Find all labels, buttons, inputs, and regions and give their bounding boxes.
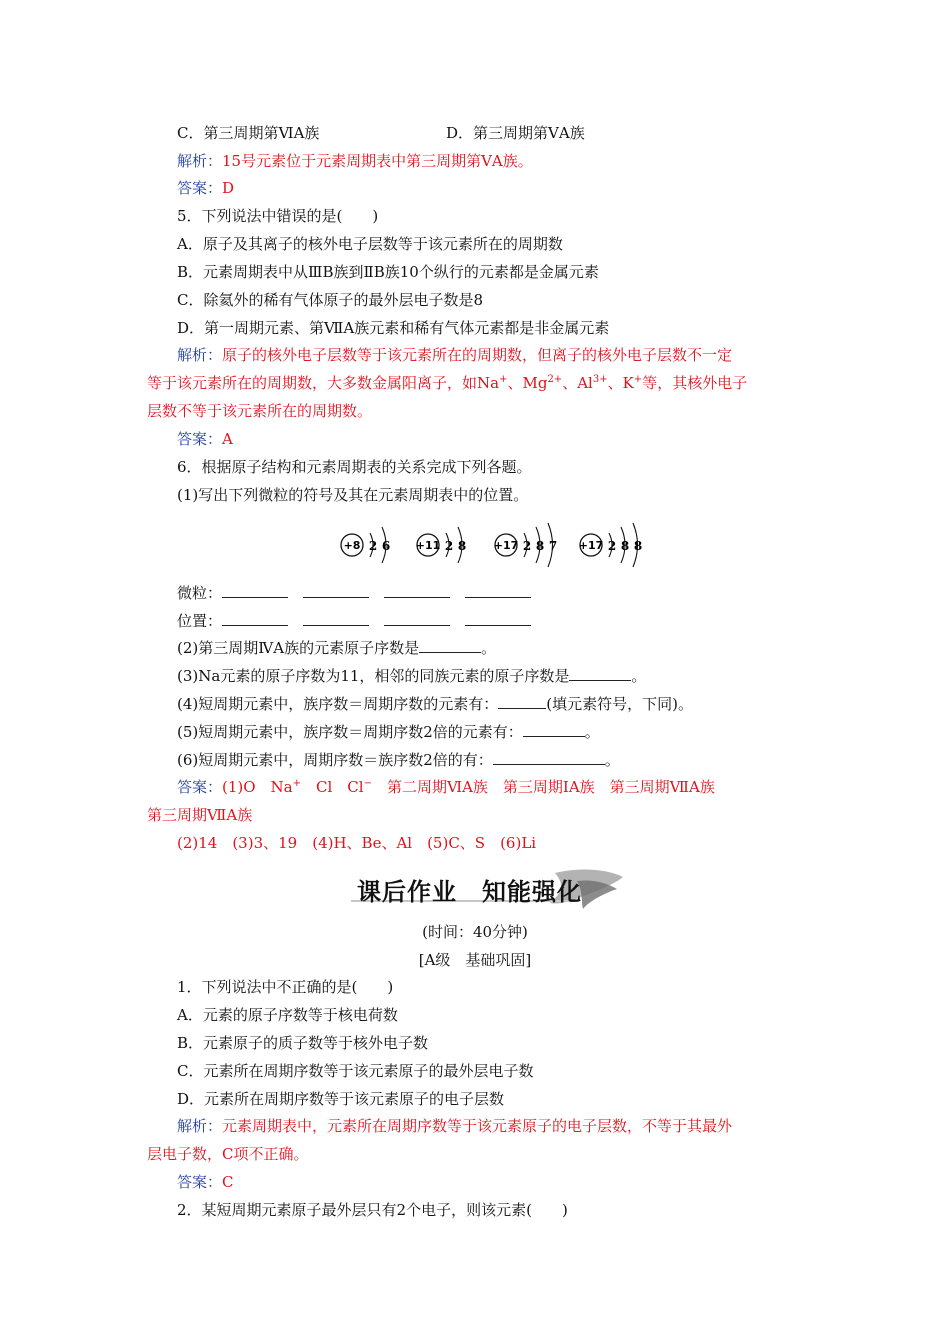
q4-option-c: C．第三周期第ⅥA族 xyxy=(177,124,320,142)
nucleus-label: +17 xyxy=(578,539,604,552)
analysis-text: 元素周期表中，元素所在周期序数等于该元素原子的电子层数，不等于其最外 xyxy=(222,1117,733,1135)
shell-electrons: 8 xyxy=(457,539,467,553)
homework-level: [A级 基础巩固] xyxy=(418,951,532,969)
particle-label: 微粒： xyxy=(177,584,223,602)
homework-banner xyxy=(345,863,630,913)
answer-blank[interactable] xyxy=(493,750,605,765)
hq1-analysis-line-1 xyxy=(177,1116,732,1136)
q6-sub3 xyxy=(177,666,646,686)
banner-title: 课后作业 知能强化 xyxy=(357,878,582,906)
charge-sup: + xyxy=(633,374,643,385)
analysis-text: 等，其核外电子 xyxy=(642,374,748,392)
hq1-analysis-line-2: 层电子数，C项不正确。 xyxy=(147,1145,309,1163)
shell-electrons: 2 xyxy=(444,539,454,553)
nucleus-label: +8 xyxy=(343,539,361,552)
charge-sup: 2+ xyxy=(547,374,563,385)
hq1-option-b: B．元素原子的质子数等于核外电子数 xyxy=(177,1034,429,1052)
hq1-option-d: D．元素所在周期序数等于该元素原子的电子层数 xyxy=(177,1090,505,1108)
atom-diagram-1 xyxy=(341,527,390,563)
answer-text: Cl Cl xyxy=(301,778,364,796)
answer-blank[interactable] xyxy=(384,611,450,626)
homework-time: (时间：40分钟) xyxy=(422,923,528,941)
q4-answer xyxy=(177,178,234,198)
q5-stem: 5．下列说法中错误的是( ) xyxy=(177,207,379,225)
q6-sub6 xyxy=(177,750,620,770)
answer-blank[interactable] xyxy=(303,583,369,598)
shell-electrons: 6 xyxy=(381,539,391,553)
question-text: (2)第三周期ⅣA族的元素原子序数是 xyxy=(177,639,420,657)
charge-sup: − xyxy=(363,778,372,789)
q4-analysis xyxy=(177,151,533,171)
answer-text: (1)O Na xyxy=(222,778,293,796)
question-text: 。 xyxy=(481,639,497,657)
analysis-text: 、K xyxy=(607,374,634,392)
answer-blank[interactable] xyxy=(222,583,288,598)
shell-electrons: 7 xyxy=(548,539,558,553)
q6-sub1: (1)写出下列微粒的符号及其在元素周期表中的位置。 xyxy=(177,486,529,504)
hq1-option-a: A．元素的原子序数等于核电荷数 xyxy=(177,1006,398,1024)
hq1-answer xyxy=(177,1172,234,1192)
q6-answer-line-3: (2)14 (3)3、19 (4)H、Be、Al (5)C、S (6)Li xyxy=(177,834,537,852)
position-label: 位置： xyxy=(177,612,223,630)
q6-position-row xyxy=(177,611,531,631)
q5-option-d: D．第一周期元素、第ⅦA族元素和稀有气体元素都是非金属元素 xyxy=(177,319,610,337)
question-text: (5)短周期元素中，族序数＝周期序数2倍的元素有： xyxy=(177,723,523,741)
answer-blank[interactable] xyxy=(569,666,631,681)
q6-stem: 6．根据原子结构和元素周期表的关系完成下列各题。 xyxy=(177,458,532,476)
question-text: (3)Na元素的原子序数为11，相邻的同族元素的原子序数是 xyxy=(177,667,570,685)
hq1-option-c: C．元素所在周期序数等于该元素原子的最外层电子数 xyxy=(177,1062,534,1080)
answer-label: 答案： xyxy=(177,430,223,448)
nucleus-label: +17 xyxy=(493,539,519,552)
answer-text: C xyxy=(222,1173,234,1191)
question-text: (填元素符号，下同)。 xyxy=(546,695,693,713)
analysis-text: 、Mg xyxy=(507,374,548,392)
analysis-text: 原子的核外电子层数等于该元素所在的周期数，但离子的核外电子层数不一定 xyxy=(222,346,733,364)
answer-text: A xyxy=(222,430,233,448)
charge-sup: 3+ xyxy=(592,374,608,385)
answer-blank[interactable] xyxy=(498,694,546,709)
shell-electrons: 2 xyxy=(522,539,532,553)
answer-text: 第二周期ⅥA族 第三周期ⅠA族 第三周期ⅦA族 xyxy=(371,778,715,796)
charge-sup: + xyxy=(292,778,302,789)
q5-option-b: B．元素周期表中从ⅢB族到ⅡB族10个纵行的元素都是金属元素 xyxy=(177,263,599,281)
answer-blank[interactable] xyxy=(384,583,450,598)
q6-answer-line-2: 第三周期ⅦA族 xyxy=(147,806,253,824)
analysis-text: 、Al xyxy=(562,374,593,392)
shell-electrons: 2 xyxy=(607,539,617,553)
question-text: 。 xyxy=(631,667,647,685)
q5-option-a: A．原子及其离子的核外电子层数等于该元素所在的周期数 xyxy=(177,235,563,253)
q5-analysis-line-3: 层数不等于该元素所在的周期数。 xyxy=(147,402,373,420)
q6-answer-line-1 xyxy=(177,777,715,797)
answer-blank[interactable] xyxy=(465,611,531,626)
q6-sub4 xyxy=(177,694,693,714)
hq1-stem: 1．下列说法中不正确的是( ) xyxy=(177,978,394,996)
analysis-text: 15号元素位于元素周期表中第三周期第ⅤA族。 xyxy=(222,152,533,170)
answer-blank[interactable] xyxy=(222,611,288,626)
q5-option-c: C．除氦外的稀有气体原子的最外层电子数是8 xyxy=(177,291,484,309)
question-text: 。 xyxy=(584,723,600,741)
atom-diagram-4 xyxy=(579,523,642,567)
q5-analysis-line-2 xyxy=(147,373,747,393)
answer-text: D xyxy=(222,179,235,197)
atom-diagram-3 xyxy=(494,523,557,567)
atom-diagram-2 xyxy=(416,527,466,563)
atom-structure-diagrams xyxy=(330,512,660,576)
analysis-label: 解析： xyxy=(177,1117,223,1135)
answer-blank[interactable] xyxy=(465,583,531,598)
answer-blank[interactable] xyxy=(523,722,585,737)
analysis-label: 解析： xyxy=(177,152,223,170)
answer-blank[interactable] xyxy=(303,611,369,626)
hq2-stem: 2．某短周期元素原子最外层只有2个电子，则该元素( ) xyxy=(177,1201,568,1219)
question-text: 。 xyxy=(604,751,620,769)
answer-label: 答案： xyxy=(177,778,223,796)
nucleus-label: +11 xyxy=(415,539,441,552)
analysis-label: 解析： xyxy=(177,346,223,364)
shell-electrons: 2 xyxy=(368,539,378,553)
q6-sub2 xyxy=(177,638,496,658)
analysis-text: 等于该元素所在的周期数，大多数金属阳离子，如Na xyxy=(147,374,500,392)
answer-blank[interactable] xyxy=(419,638,481,653)
q6-particle-row xyxy=(177,583,531,603)
q4-option-d: D．第三周期第ⅤA族 xyxy=(446,124,585,142)
shell-electrons: 8 xyxy=(620,539,630,553)
shell-electrons: 8 xyxy=(633,539,643,553)
question-text: (4)短周期元素中，族序数＝周期序数的元素有： xyxy=(177,695,499,713)
shell-electrons: 8 xyxy=(535,539,545,553)
charge-sup: + xyxy=(499,374,508,385)
q5-answer xyxy=(177,429,233,449)
q5-analysis-line-1 xyxy=(177,345,732,365)
question-text: (6)短周期元素中，周期序数＝族序数2倍的有： xyxy=(177,751,493,769)
q6-sub5 xyxy=(177,722,600,742)
answer-label: 答案： xyxy=(177,1173,223,1191)
answer-label: 答案： xyxy=(177,179,223,197)
